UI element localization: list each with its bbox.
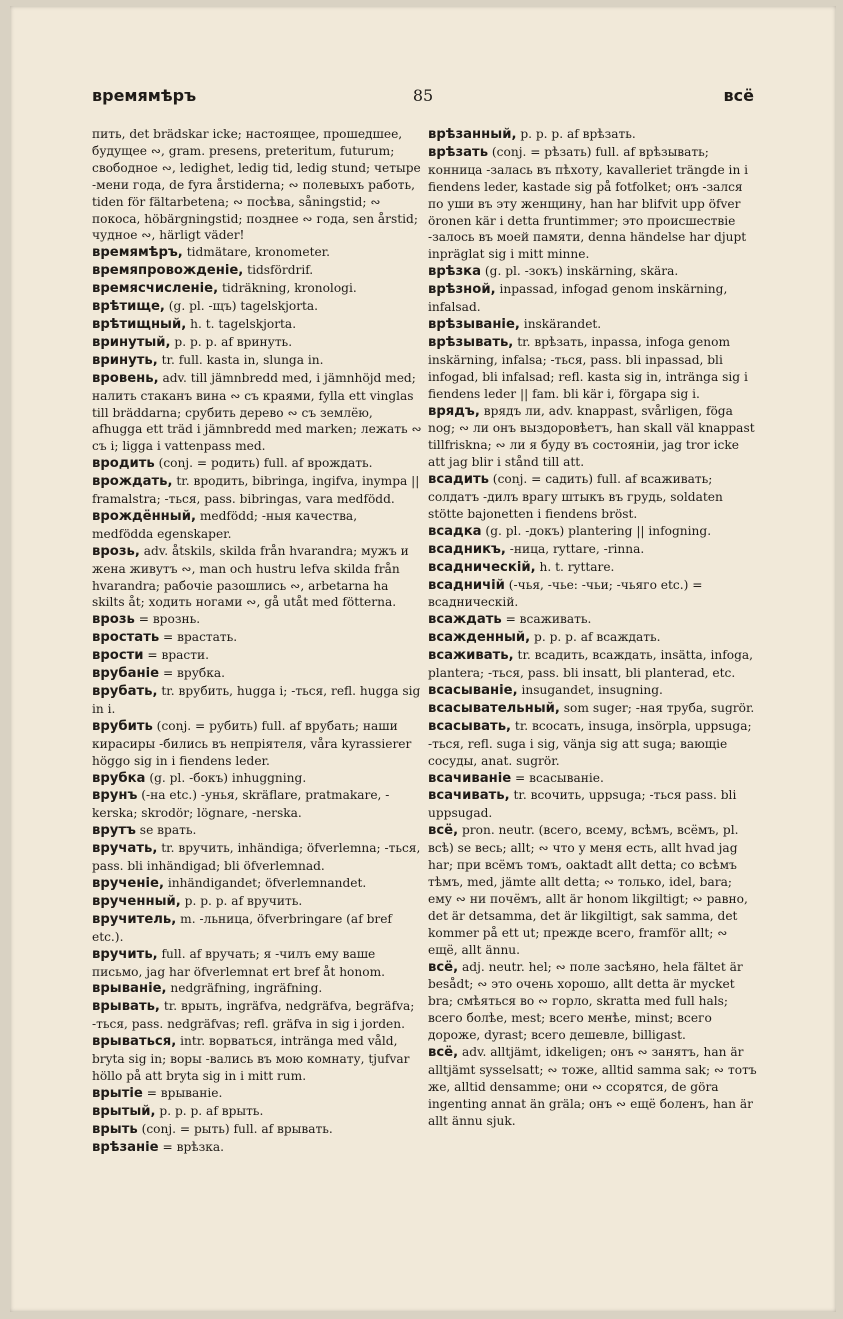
dictionary-entry	[428, 263, 758, 281]
entry-headword: всё,	[428, 1045, 459, 1061]
entry-headword: всадникъ,	[428, 541, 506, 557]
entry-headword: врубать,	[92, 684, 158, 699]
dictionary-entry	[92, 946, 422, 981]
entry-definition: tr. full. kasta in, slunga in.	[157, 352, 324, 367]
dictionary-entry	[92, 473, 422, 508]
entry-headword: врываніе,	[92, 981, 167, 997]
right-column	[428, 126, 758, 1130]
entry-definition: (conj. = садить) full. af всаживать; солдатъ -дилъ врагу штыкъ въ грудь, soldaten stötte bajonetten i fiendens bröst.	[428, 472, 723, 521]
entry-definition: (conj. = рѣзать) full. af врѣзывать; конница -залась въ пѣхоту, kavalleriet trängde in i fiendens leder, kastade sig på fotfolket; онъ -зался по уши въ эту женщину, han har blifvit upp öfver öronen kär i detta fruntimmer; это происшествіе -залось въ моей памяти, denna händelse har djupt inpräglat sig i mitt minne.	[428, 144, 749, 262]
entry-definition: adv. alltjämt, idkeligen; онъ ∾ занятъ, han är alltjämt sysselsatt; ∾ тоже, alltid samma sak; ∾ тотъ же, alltid densamme; они ∾ ссорятся, de göra ingenting annat än gräla; онъ ∾ ещё боленъ, han är allt ännu sjuk.	[428, 1045, 757, 1128]
entry-definition: h. t. ryttare.	[535, 559, 615, 574]
entry-definition: tr. врыть, ingräfva, nedgräfva, begräfva; -ться, pass. nedgräfvas; refl. gräfva in sig i jorden.	[92, 999, 415, 1032]
dictionary-entry	[428, 541, 758, 559]
entry-definition: -ница, ryttare, -rinna.	[505, 541, 645, 556]
entry-headword: врозь	[92, 612, 135, 628]
entry-headword: всаживать,	[428, 648, 514, 664]
entry-headword: врости	[92, 648, 144, 664]
entry-definition: som suger; -ная труба, sugrör.	[559, 700, 755, 715]
entry-definition: = всаживать.	[501, 612, 592, 627]
dictionary-entry	[428, 281, 758, 316]
entry-definition: adv. till jämnbredd med, i jämnhöjd med; налить стаканъ вина ∾ съ краями, fylla ett vinglas till bräddarna; срубить дерево ∾ съ землёю, afhugga ett träd i jämnbredd med marken; лежать ∾ съ i; ligga i vattenpass med.	[92, 370, 422, 454]
entry-headword: врѣзка	[428, 264, 482, 280]
entry-headword: врученіе,	[92, 875, 164, 891]
dictionary-entry	[428, 822, 758, 958]
entry-definition: = врознь.	[134, 612, 201, 627]
header-left-headword: времямѣръ	[92, 86, 197, 105]
entry-definition: (conj. = рыть) full. af врывать.	[137, 1121, 333, 1136]
entry-headword: вровень,	[92, 370, 159, 386]
entry-definition: h. t. tagelskjorta.	[186, 316, 297, 331]
dictionary-entry	[92, 1085, 422, 1103]
entry-definition: inskärandet.	[519, 316, 602, 331]
entry-definition: tr. всосать, insuga, insörpla, uppsuga; -ться, refl. suga i sig, vänja sig att suga; вающіе сосуды, anat. sugrör.	[428, 718, 752, 768]
entry-definition: врядъ ли, adv. knappast, svårligen, föga nog; ∾ ли онъ выздоровѣетъ, han skall väl knappast tillfriskna; ∾ ли я буду въ состояніи, jag tror icke att jag blir i stånd till att.	[428, 403, 755, 470]
dictionary-entry	[92, 911, 422, 946]
entry-headword: всачиваніе	[428, 770, 512, 786]
entry-headword: всё,	[428, 959, 459, 975]
dictionary-entry	[92, 611, 422, 629]
dictionary-entry	[428, 577, 758, 612]
entry-headword: врождённый,	[92, 508, 196, 524]
entry-definition: (g. pl. -бокъ) inhuggning.	[145, 770, 307, 785]
entry-definition: tidräkning, kronologi.	[218, 281, 357, 296]
dictionary-entry	[428, 770, 758, 788]
dictionary-entry	[428, 647, 758, 682]
dictionary-entry	[92, 893, 422, 911]
dictionary-entry	[92, 262, 422, 280]
entry-definition: пить, det brädskar icke; настоящее, прошедшее, будущее ∾, gram. presens, preteritum, futurum; свободное ∾, ledighet, ledig tid, ledig stund; четыре -мени года, de fyra årstiderna; ∾ полевыхъ работь, tiden för fältarbetena; ∾ посѣва, såningstid; ∾ покоса, höbärgningstid; позднее ∾ года, sen årstid; чудное ∾, härligt väder!	[92, 127, 421, 243]
entry-headword: врытіе	[92, 1085, 143, 1101]
entry-definition: p. p. p. af врыть.	[155, 1103, 264, 1118]
entry-headword: врозь,	[92, 543, 140, 559]
dictionary-entry	[92, 998, 422, 1033]
dictionary-entry	[92, 1139, 422, 1157]
dictionary-entry	[92, 1033, 422, 1085]
entry-definition: (g. pl. -щъ) tagelskjorta.	[164, 299, 319, 314]
dictionary-entry	[92, 455, 422, 473]
dictionary-entry	[92, 840, 422, 875]
entry-definition: (-на etc.) -унья, skräflare, pratmakare, -kerska; skrodör; lögnare, -nerska.	[92, 788, 390, 821]
entry-headword: всасывать,	[428, 718, 512, 734]
page-header	[92, 86, 754, 114]
dictionary-entry	[92, 683, 422, 718]
entry-headword: врывать,	[92, 999, 160, 1015]
entry-definition: adj. neutr. hel; ∾ поле засѣяно, hela fältet är besådt; ∾ это очень хорошо, allt detta är mycket bra; смѣяться во ∾ горло, skratta med full hals; всего болѣе, mest; всего менѣе, minst; всего дороже, dyrast; всего дешевле, billigast.	[428, 959, 743, 1043]
entry-headword: всадить	[428, 472, 489, 488]
entry-definition: = врываніе.	[142, 1085, 223, 1100]
dictionary-entry	[92, 875, 422, 893]
dictionary-entry	[92, 334, 422, 352]
dictionary-entry	[428, 611, 758, 629]
entry-definition: = врасти.	[143, 648, 210, 663]
dictionary-entry	[92, 508, 422, 543]
entry-headword: врѣзаніе	[92, 1139, 159, 1155]
entry-headword: врутъ	[92, 823, 136, 839]
dictionary-entry	[92, 787, 422, 822]
dictionary-entry	[428, 334, 758, 403]
dictionary-entry	[428, 959, 758, 1045]
entry-definition: p. p. p. af вручить.	[180, 893, 303, 908]
dictionary-entry	[92, 980, 422, 998]
dictionary-entry	[428, 126, 758, 144]
dictionary-entry	[92, 647, 422, 665]
entry-headword: вручать,	[92, 841, 158, 857]
entry-headword: всажденный,	[428, 630, 531, 646]
dictionary-entry	[92, 629, 422, 647]
entry-headword: врубка	[92, 770, 146, 786]
entry-definition: = врубка.	[159, 666, 225, 681]
entry-headword: врытый,	[92, 1103, 156, 1119]
entry-headword: времяпровожденіе,	[92, 263, 244, 279]
entry-headword: врѣзанный,	[428, 127, 517, 142]
dictionary-entry	[92, 543, 422, 612]
entry-definition: = врѣзка.	[158, 1139, 225, 1154]
entry-headword: вринутый,	[92, 334, 171, 350]
entry-definition: full. af вручать; я -чилъ ему ваше письмо, jag har öfverlemnat ert bref åt honom.	[92, 946, 386, 979]
entry-definition: tr. всадить, всаждать, insätta, infoga, plantera; -ться, pass. bli insatt, bli planterad, etc.	[428, 648, 754, 681]
entry-definition: tr. всочить, uppsuga; -ться pass. bli uppsugad.	[428, 788, 737, 821]
dictionary-entry	[428, 629, 758, 647]
entry-definition: tidmätare, kronometer.	[182, 245, 331, 260]
dictionary-entry	[428, 700, 758, 718]
entry-headword: всачивать,	[428, 788, 510, 804]
entry-definition: se врать.	[135, 823, 197, 838]
header-right-headword: всё	[723, 86, 754, 105]
dictionary-entry	[92, 244, 422, 262]
dictionary-entry	[428, 471, 758, 523]
entry-definition: adv. åtskils, skilda från hvarandra; мужъ и жена живутъ ∾, man och hustru lefva skilda från hvarandra; рабочіе разошлись ∾, arbetarna ha skilts åt; ходить ногами ∾, gå utåt med fötterna.	[92, 543, 409, 610]
entry-definition: (-чья, -чье: -чьи; -чьяго etc.) = всадническій.	[428, 577, 703, 610]
entry-headword: врубаніе	[92, 666, 160, 682]
entry-headword: вринуть,	[92, 352, 158, 368]
entry-headword: всаждать	[428, 612, 502, 628]
entry-headword: времямѣръ,	[92, 245, 183, 261]
entry-definition: (conj. = родить) full. af врождать.	[154, 456, 373, 471]
entry-definition: p. p. p. af всаждать.	[530, 630, 661, 645]
entry-headword: времясчисленіе,	[92, 281, 219, 297]
entry-definition: m. -льница, öfverbringare (af bref etc.).	[92, 911, 392, 944]
entry-headword: врубить	[92, 718, 153, 734]
dictionary-entry	[92, 1103, 422, 1121]
dictionary-entry	[92, 126, 422, 244]
dictionary-page	[10, 6, 836, 1312]
dictionary-entry	[428, 523, 758, 541]
entry-headword: вродить	[92, 456, 155, 472]
entry-headword: врыть	[92, 1121, 138, 1137]
dictionary-entry	[428, 316, 758, 334]
entry-headword: всадничій	[428, 577, 505, 593]
entry-headword: врядъ,	[428, 403, 480, 419]
entry-definition: p. p. p. af врѣзать.	[516, 127, 636, 141]
page-number: 85	[412, 86, 434, 105]
entry-headword: врываться,	[92, 1034, 177, 1050]
entry-headword: врѣзывать,	[428, 334, 514, 350]
dictionary-entry	[428, 559, 758, 577]
entry-headword: всасывательный,	[428, 700, 560, 716]
entry-definition: medfödd; -ныя качества, medfödda egenskaper.	[92, 508, 358, 541]
entry-definition: tr. врубить, hugga i; -ться, refl. hugga sig in i.	[92, 684, 421, 716]
dictionary-entry	[92, 352, 422, 370]
entry-definition: = врастать.	[159, 630, 238, 645]
entry-headword: всадка	[428, 523, 482, 539]
entry-definition: intr. ворваться, inträngа med våld, bryta sig in; воры -вались въ мою комнату, tjufvar höllo på att bryta sig in i mitt rum.	[92, 1034, 410, 1083]
dictionary-entry	[428, 1044, 758, 1130]
entry-definition: tr. вродить, bibringa, ingifva, inympa || framalstra; -ться, pass. bibringas, vara medfödd.	[92, 474, 420, 507]
entry-headword: вручить,	[92, 946, 158, 962]
entry-headword: врѣтищный,	[92, 316, 187, 332]
dictionary-entry	[428, 718, 758, 770]
entry-definition: tr. вручить, inhändiga; öfverlemna; -ться, pass. bli inhändigad; bli öfverlemnad.	[92, 841, 421, 874]
dictionary-entry	[92, 370, 422, 456]
dictionary-entry	[92, 665, 422, 683]
entry-headword: вростать	[92, 630, 160, 646]
entry-definition: (conj. = рубить) full. af врубать; наши кирасиры -бились въ непріятеля, våra kyrassierer höggo sig in i fiendens leder.	[92, 718, 412, 768]
entry-headword: врѣтище,	[92, 299, 165, 315]
dictionary-entry	[428, 682, 758, 700]
entry-definition: tidsfördrif.	[243, 263, 314, 278]
entry-definition: (g. pl. -зокъ) inskärning, skära.	[481, 264, 679, 279]
entry-headword: врѣзать	[428, 144, 489, 160]
dictionary-entry	[428, 144, 758, 263]
entry-definition: inhändigandet; öfverlemnandet.	[163, 875, 367, 890]
entry-definition: tr. врѣзать, inpassa, infoga genom inskärning, infalsa; -ться, pass. bli inpassad, bli infogad, bli infalsad; refl. kasta sig in, inträngа sig i fiendens leder || fam. bli kär i, förgapa sig i.	[428, 334, 748, 401]
entry-definition: nedgräfning, ingräfning.	[166, 981, 323, 996]
entry-headword: врѣзываніе,	[428, 316, 520, 332]
entry-headword: врунъ	[92, 788, 138, 804]
entry-definition: p. p. p. af вринуть.	[170, 334, 293, 349]
entry-headword: всасываніе,	[428, 683, 518, 698]
entry-headword: всадническій,	[428, 559, 536, 575]
dictionary-entry	[92, 822, 422, 840]
dictionary-entry	[92, 1121, 422, 1139]
entry-headword: врождать,	[92, 474, 173, 490]
entry-headword: врѣзной,	[428, 282, 496, 298]
entry-definition: (g. pl. -докъ) plantering || infogning.	[481, 523, 712, 538]
entry-definition: insugandet, insugning.	[517, 683, 663, 697]
entry-definition: pron. neutr. (всего, всему, всѣмъ, всёмъ, pl. всѣ) se весь; allt; ∾ что у меня есть, allt hvad jag har; при всёмъ томъ, oaktadt allt detta; со всѣмъ тѣмъ, med, jämte allt detta; ∾ только, idel, bara; ему ∾ ни почёмъ, allt är honom likgiltigt; ∾ равно, det är detsamma, det är likgiltigt, sak samma, det kommer på ett ut; прежде всего, framför allt; ∾ ещё, allt ännu.	[428, 823, 748, 957]
dictionary-entry	[92, 298, 422, 316]
entry-definition: inpassad, infogad genom inskärning, infalsad.	[428, 282, 728, 315]
entry-headword: всё,	[428, 823, 459, 839]
dictionary-entry	[92, 280, 422, 298]
dictionary-entry	[92, 316, 422, 334]
dictionary-entry	[428, 787, 758, 822]
entry-headword: вручитель,	[92, 911, 177, 927]
dictionary-entry	[92, 718, 422, 770]
dictionary-entry	[92, 770, 422, 788]
entry-headword: врученный,	[92, 893, 181, 909]
entry-definition: = всасываніе.	[511, 770, 604, 785]
dictionary-entry	[428, 403, 758, 472]
left-column	[92, 126, 422, 1156]
